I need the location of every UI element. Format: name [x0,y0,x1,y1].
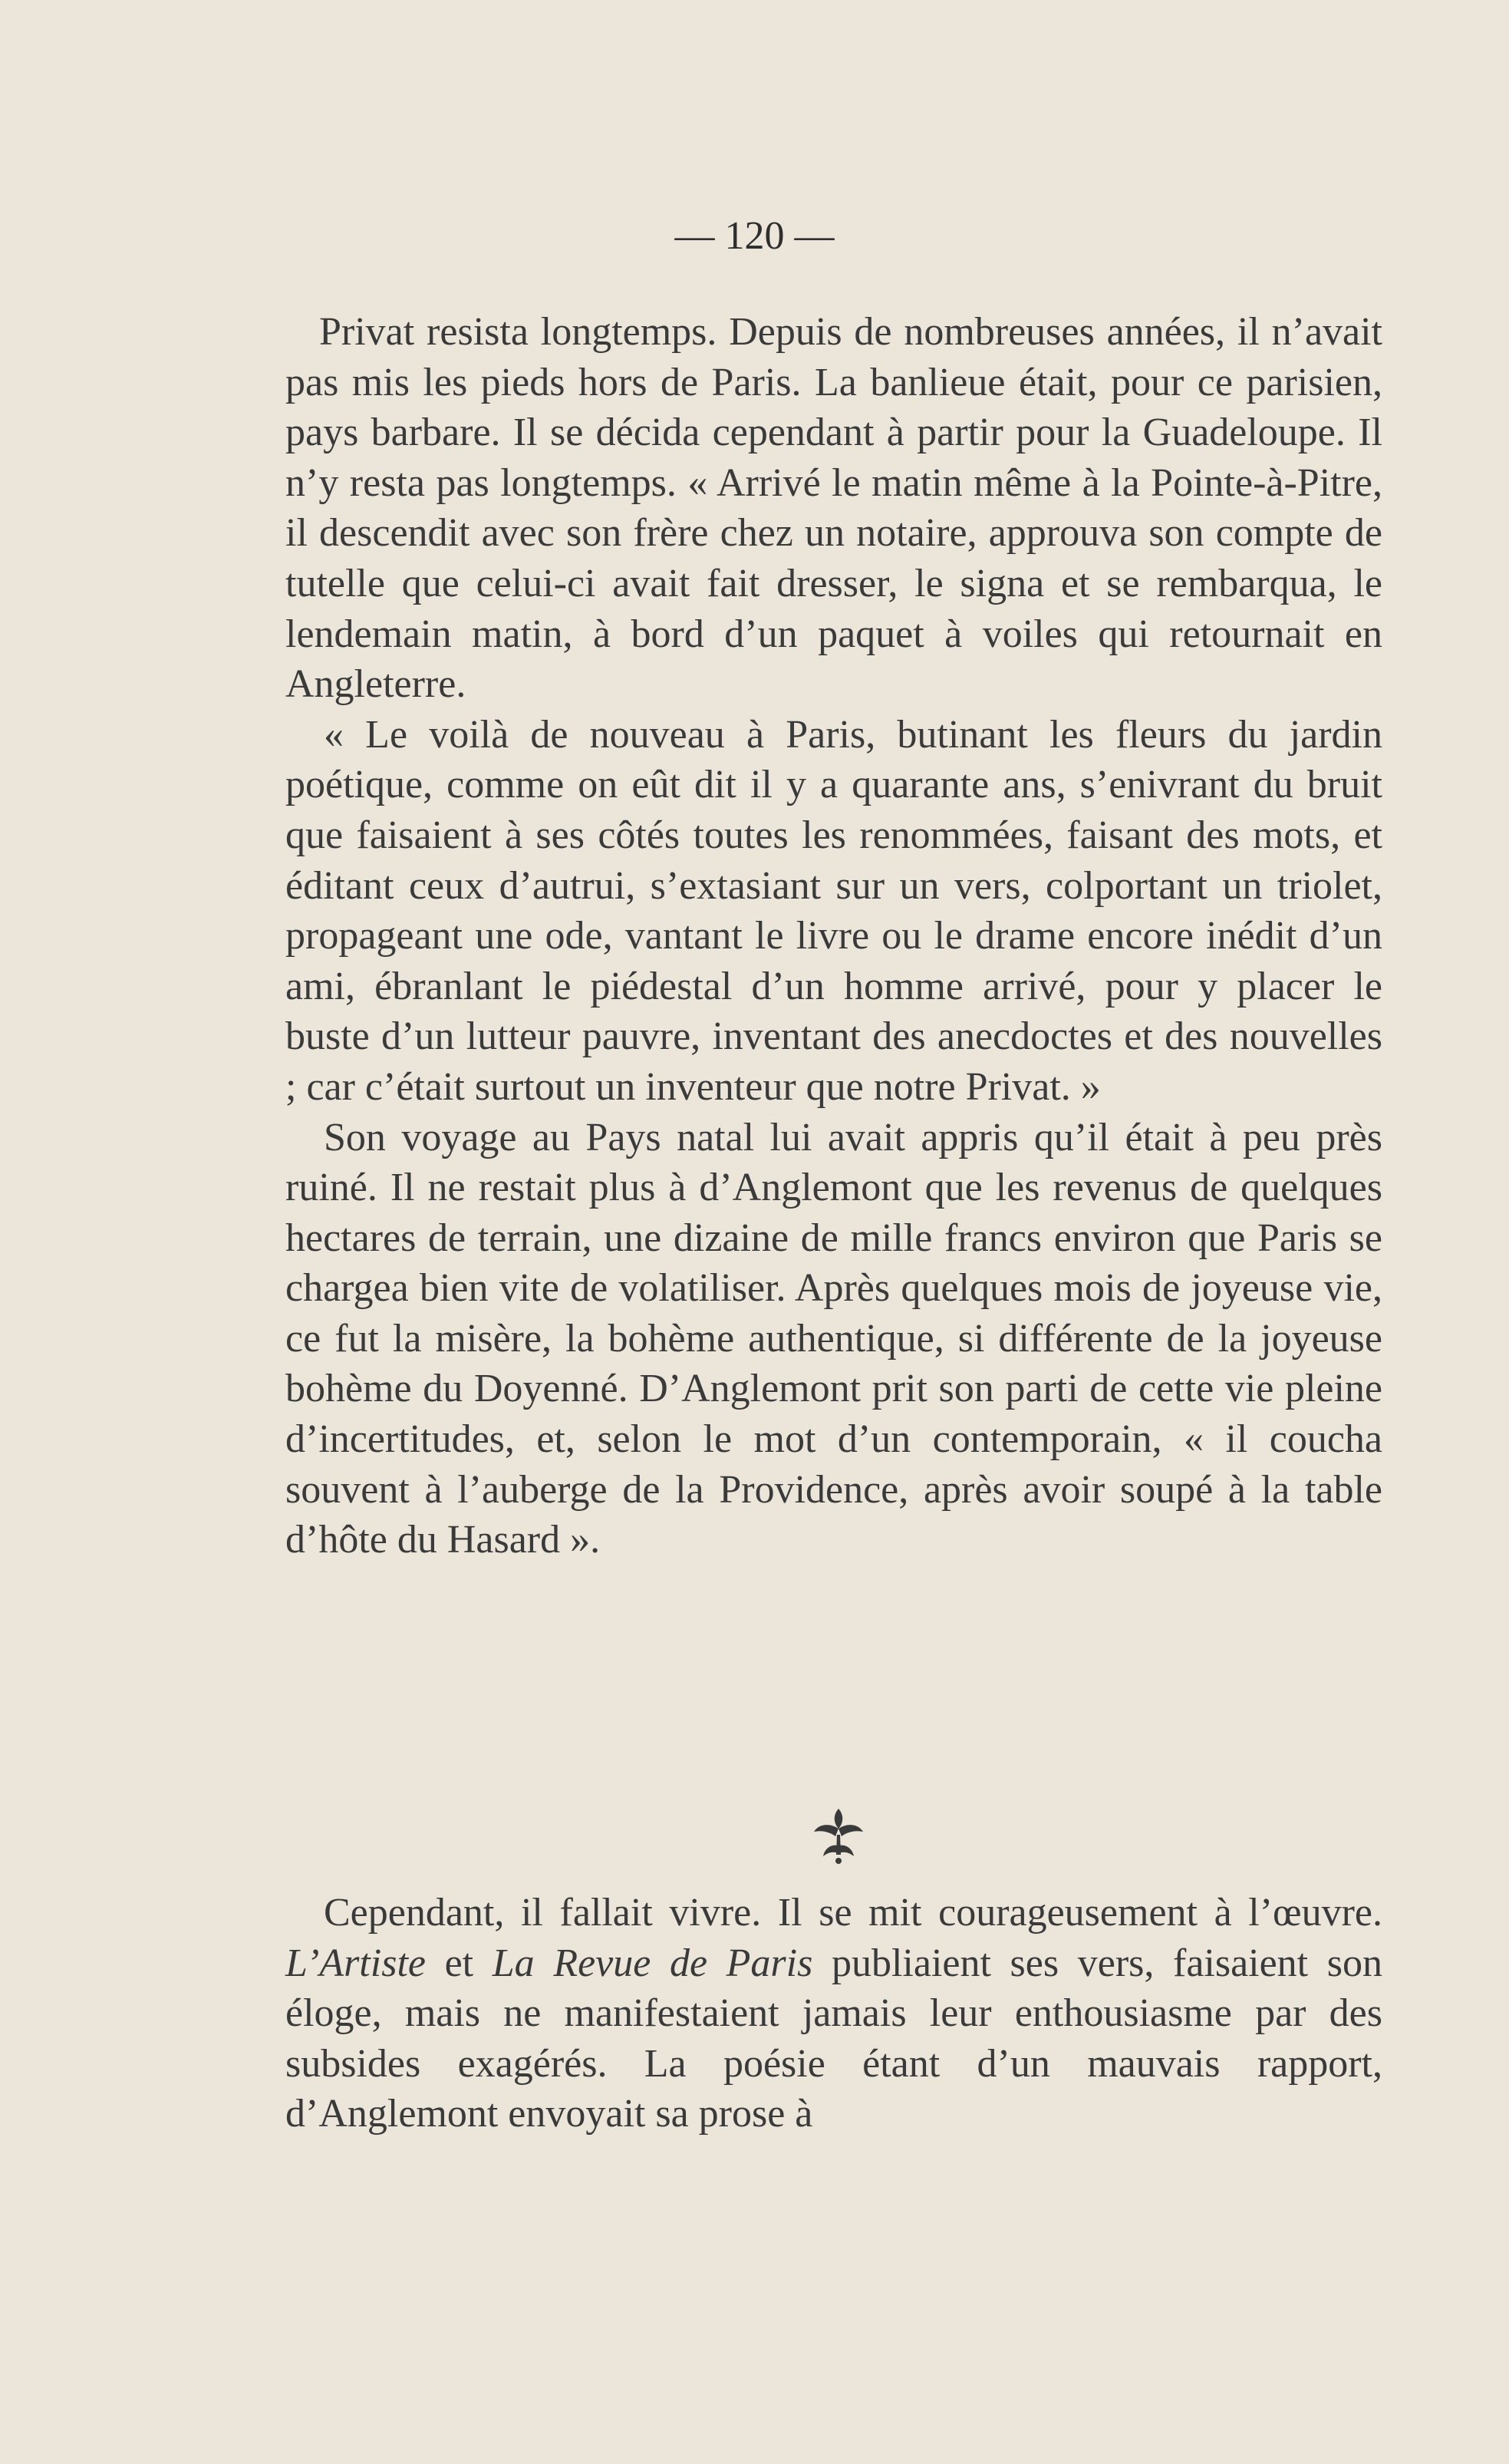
paragraph: Privat resista longtemps. Depuis de nombreuses années, il n’avait pas mis les pieds hors de Paris. La banlieue était, pour ce parisien, pays barbare. Il se décida cependant à partir pour la Guadeloupe. Il n’y resta pas longtemps. « Arrivé le matin même à la Pointe-à-Pitre, il descendit avec son frère chez un notaire, approuva son compte de tutelle que celui-ci avait fait dresser, le signa et se rembarqua, le lendemain matin, à bord d’un paquet à voiles qui retournait en Angleterre. [285,310,1382,707]
paragraph-text: Cependant, il fallait vivre. Il se mit courageusement à l’œuvre. [324,1891,1382,1935]
fleuron-ornament-icon [808,1799,869,1869]
paragraph-text: publiaient ses vers, faisaient son éloge, mais ne manifestaient jamais leur enthousiasme par des subsides exagérés. La poésie étant d’un mauvais rapport, d’Anglemont envoyait sa prose à [285,1941,1382,2136]
paragraph [285,1888,1382,2139]
page-number: — 120 — [674,214,835,258]
publication-title: La Revue de Paris [492,1941,813,1985]
publication-title: L’Artiste [285,1941,426,1985]
paragraph: Son voyage au Pays natal lui avait appris qu’il était à peu près ruiné. Il ne restait plus à d’Anglemont que les revenus de quelques hectares de terrain, une dizaine de mille francs environ que Paris se chargea bien vite de volatiliser. Après quelques mois de joyeuse vie, ce fut la misère, la bohème authentique, si différente de la joyeuse bohème du Doyenné. D’Anglemont prit son parti de cette vie pleine d’incertitudes, et, selon le mot d’un contemporain, « il coucha souvent à l’auberge de la Providence, après avoir soupé à la table d’hôte du Hasard ». [285,1115,1382,1562]
body-text-lower [285,1888,1382,2139]
paragraph: « Le voilà de nouveau à Paris, butinant les fleurs du jardin poétique, comme on eût dit il y a quarante ans, s’enivrant du bruit que faisaient à ses côtés toutes les renommées, faisant des mots, et éditant ceux d’autrui, s’extasiant sur un vers, colportant un triolet, propageant une ode, vantant le livre ou le drame encore inédit d’un ami, ébranlant le piédestal d’un homme arrivé, pour y placer le buste d’un lutteur pauvre, inventant des anecdoctes et des nouvelles ; car c’était surtout un inventeur que notre Privat. » [285,712,1382,1109]
body-text-upper [285,307,1382,1565]
paragraph-text: et [425,1941,493,1985]
